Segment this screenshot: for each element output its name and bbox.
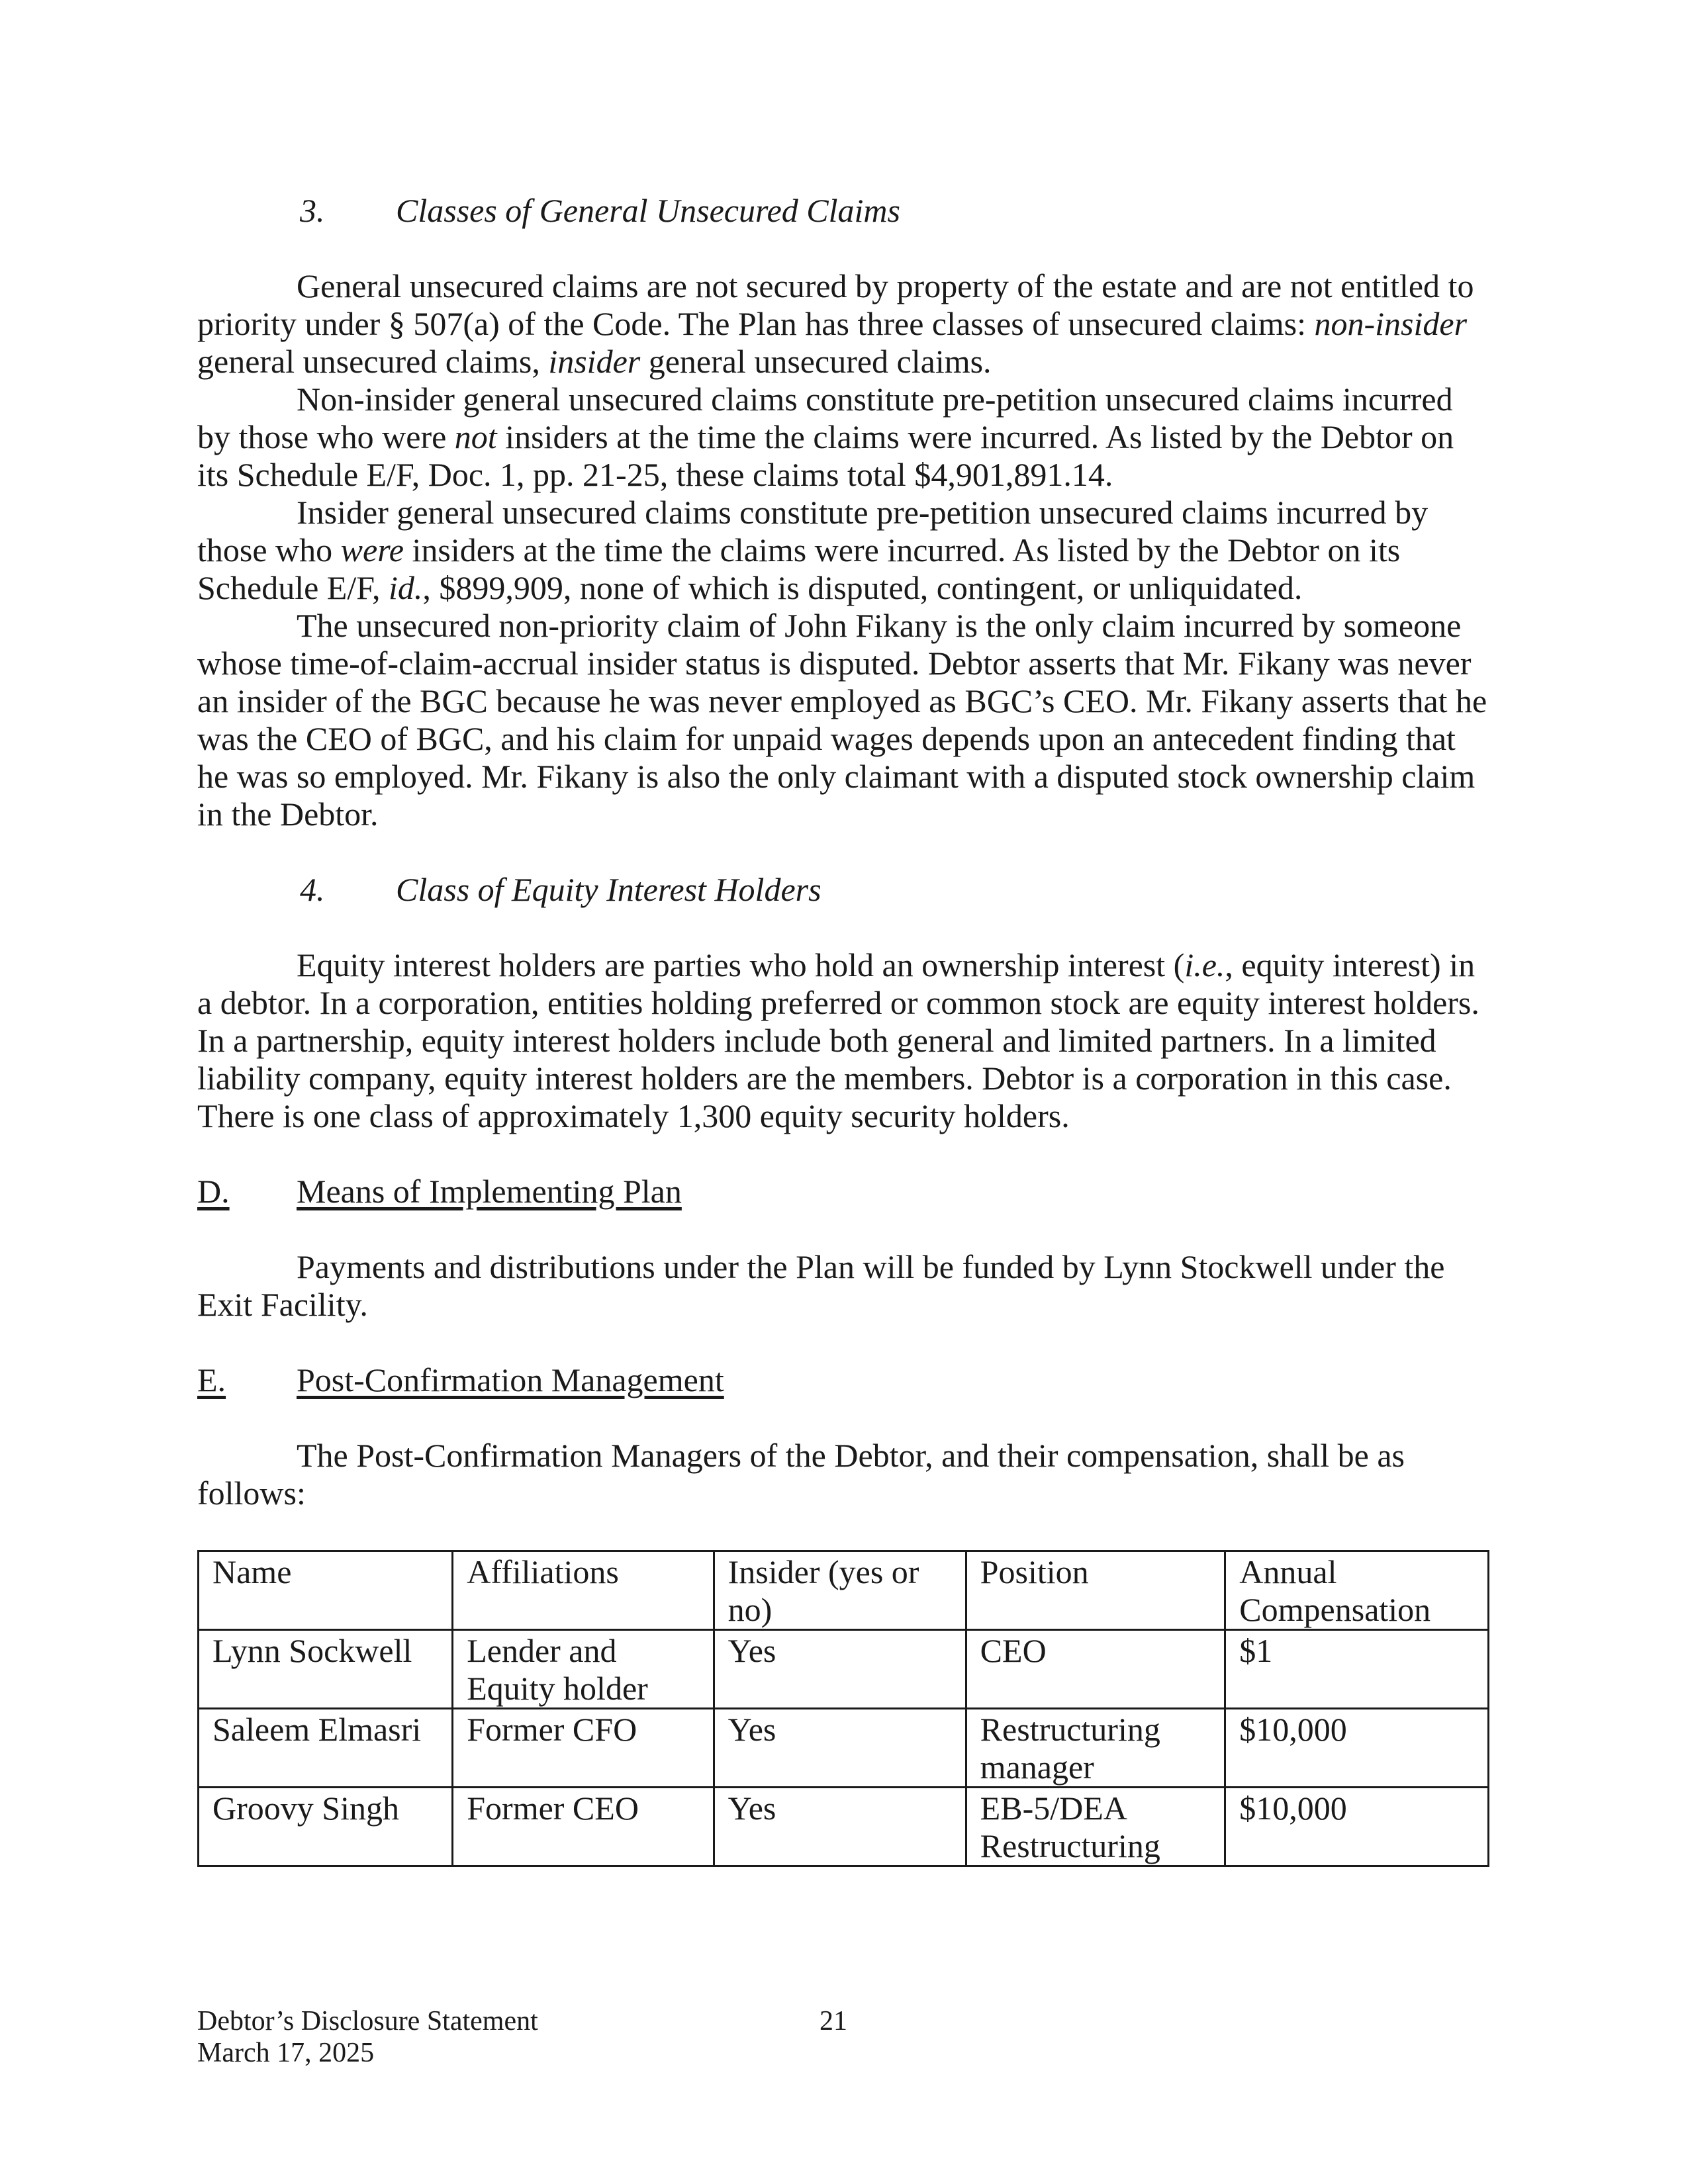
section-e-heading	[197, 1361, 1488, 1399]
section-3-heading	[197, 192, 1488, 230]
section-d-heading	[197, 1173, 1488, 1210]
footer-date: March 17, 2025	[197, 2038, 375, 2068]
header-name: Name	[199, 1551, 453, 1630]
section-4-paragraph: Equity interest holders are parties who hold an ownership interest (i.e., equity interest) in a debtor. In a corporation, entities holding preferred or common stock are equity interest holders. In a partnership, equity interest holders include both general and limited partners. In a limited liability company, equity interest holders are the members. Debtor is a corporation in this case. There is one class of approximately 1,300 equity security holders.	[197, 946, 1479, 1134]
cell-name: Groovy Singh	[199, 1788, 453, 1866]
header-position: Position	[966, 1551, 1225, 1630]
cell-insider: Yes	[714, 1788, 966, 1866]
section-e-paragraph: The Post-Confirmation Managers of the Debtor, and their compensation, shall be as follows:	[197, 1437, 1405, 1512]
header-annual-compensation: Annual Compensation	[1225, 1551, 1489, 1630]
footer-document-title: Debtor’s Disclosure Statement	[197, 2006, 538, 2036]
header-affiliations: Affiliations	[453, 1551, 714, 1630]
section-3-paragraph-3: Insider general unsecured claims constitute pre-petition unsecured claims incurred by those who were insiders at the time the claims were incurred. As listed by the Debtor on its Schedule E/F, id., $899,909, none of which is disputed, contingent, or unliquidated.	[197, 494, 1429, 606]
section-4-heading	[197, 871, 1488, 909]
cell-compensation: $1	[1225, 1630, 1489, 1709]
section-e-letter: E.	[197, 1361, 226, 1398]
cell-insider: Yes	[714, 1709, 966, 1788]
section-d-paragraph: Payments and distributions under the Plan will be funded by Lynn Stockwell under the Exit Facility.	[197, 1248, 1445, 1323]
table-header-row	[199, 1551, 1489, 1630]
cell-insider: Yes	[714, 1630, 966, 1709]
section-3-number: 3.	[300, 192, 325, 229]
section-4-number: 4.	[300, 871, 325, 908]
section-d-title: Means of Implementing Plan	[297, 1173, 682, 1210]
cell-affiliations: Lender and Equity holder	[453, 1630, 714, 1709]
managers-table	[197, 1550, 1489, 1867]
table-row	[199, 1630, 1489, 1709]
section-3-title: Classes of General Unsecured Claims	[396, 192, 900, 229]
section-4-title: Class of Equity Interest Holders	[396, 871, 821, 908]
table-row	[199, 1788, 1489, 1866]
document-page	[197, 192, 1488, 1867]
cell-name: Lynn Sockwell	[199, 1630, 453, 1709]
header-insider: Insider (yes or no)	[714, 1551, 966, 1630]
cell-compensation: $10,000	[1225, 1709, 1489, 1788]
section-e-title: Post-Confirmation Management	[297, 1361, 724, 1398]
cell-position: CEO	[966, 1630, 1225, 1709]
cell-affiliations: Former CEO	[453, 1788, 714, 1866]
cell-compensation: $10,000	[1225, 1788, 1489, 1866]
cell-position: Restructuring manager	[966, 1709, 1225, 1788]
table-row	[199, 1709, 1489, 1788]
section-3-paragraph-2: Non-insider general unsecured claims constitute pre-petition unsecured claims incurred by those who were not insiders at the time the claims were incurred. As listed by the Debtor on its Schedule E/F, Doc. 1, pp. 21-25, these claims total $4,901,891.14.	[197, 381, 1454, 493]
section-d-letter: D.	[197, 1173, 230, 1210]
section-3-paragraph-1: General unsecured claims are not secured by property of the estate and are not entitled to priority under § 507(a) of the Code. The Plan has three classes of unsecured claims: non-insider general unsecured claims, insider general unsecured claims.	[197, 267, 1474, 380]
section-3-paragraph-4: The unsecured non-priority claim of John Fikany is the only claim incurred by someone whose time-of-claim-accrual insider status is disputed. Debtor asserts that Mr. Fikany was never an insider of the BGC because he was never employed as BGC’s CEO. Mr. Fikany asserts that he was the CEO of BGC, and his claim for unpaid wages depends upon an antecedent finding that he was so employed. Mr. Fikany is also the only claimant with a disputed stock ownership claim in the Debtor.	[197, 607, 1487, 833]
cell-affiliations: Former CFO	[453, 1709, 714, 1788]
cell-position: EB-5/DEA Restructuring	[966, 1788, 1225, 1866]
cell-name: Saleem Elmasri	[199, 1709, 453, 1788]
page-number: 21	[820, 2006, 847, 2036]
